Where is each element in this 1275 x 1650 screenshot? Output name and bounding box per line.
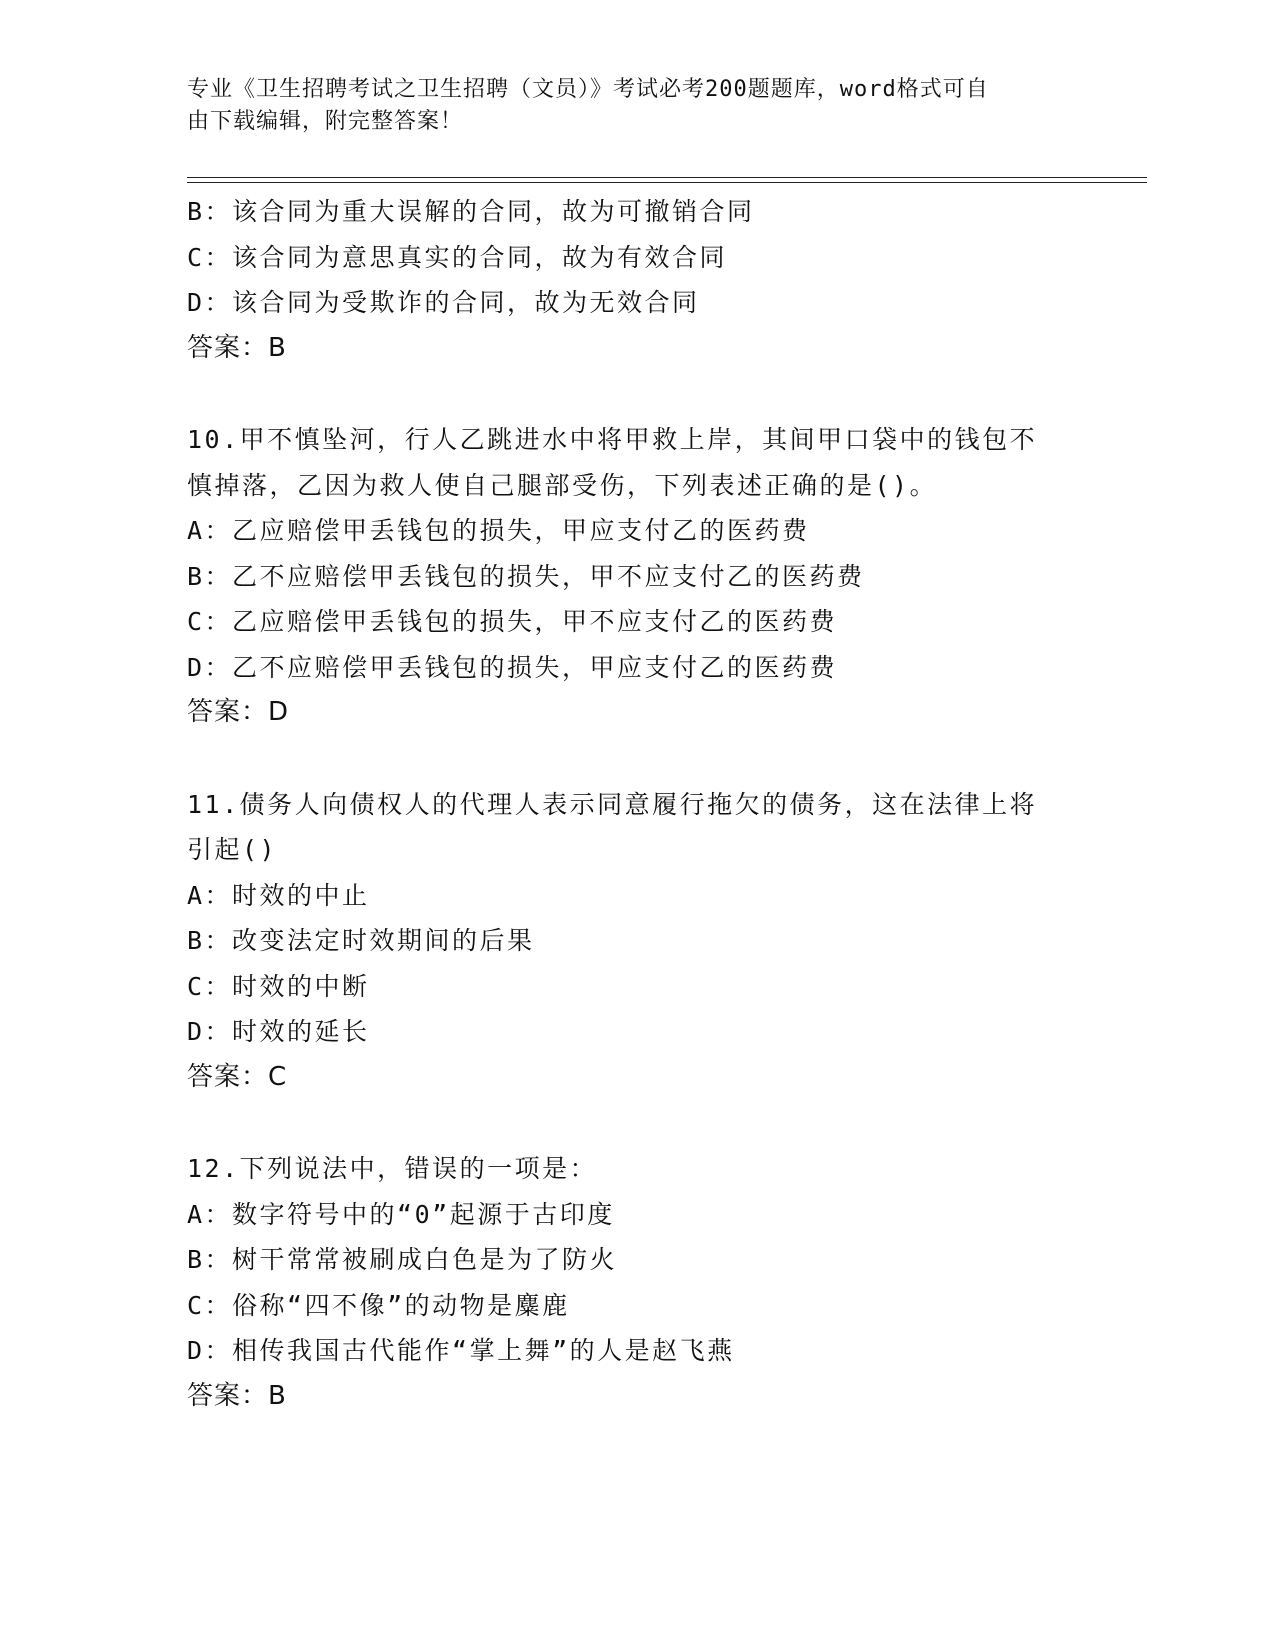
header-line-1: 专业《卫生招聘考试之卫生招聘（文员）》考试必考200题题库，word格式可自 (187, 77, 989, 102)
question-12 (187, 1146, 1087, 1419)
answer-line: 答案：B (187, 1380, 287, 1411)
question-9-continued (187, 189, 1087, 371)
question-11 (187, 782, 1087, 1101)
option-c: C：俗称“四不像”的动物是麋鹿 (187, 1290, 570, 1320)
option-d: D：时效的延长 (187, 1017, 370, 1046)
question-10 (187, 417, 1087, 736)
question-list (187, 189, 1087, 1419)
spacer (187, 371, 1087, 417)
question-stem: 10.甲不慎坠河，行人乙跳进水中将甲救上岸，其间甲口袋中的钱包不 (187, 425, 1038, 454)
option-a: A：乙应赔偿甲丢钱包的损失，甲应支付乙的医药费 (187, 516, 810, 545)
option-c: C：时效的中断 (187, 971, 370, 1001)
option-a: A：数字符号中的“0”起源于古印度 (187, 1199, 615, 1229)
header-divider (187, 177, 1147, 183)
question-stem-cont: 引起() (187, 835, 278, 864)
question-stem: 12.下列说法中，错误的一项是： (187, 1154, 598, 1183)
question-stem: 11.债务人向债权人的代理人表示同意履行拖欠的债务，这在法律上将 (187, 789, 1038, 819)
option-d: D：该合同为受欺诈的合同，故为无效合同 (187, 288, 700, 317)
question-stem-cont: 慎掉落，乙因为救人使自己腿部受伤，下列表述正确的是()。 (187, 470, 938, 500)
option-d: D：乙不应赔偿甲丢钱包的损失，甲应支付乙的医药费 (187, 652, 838, 682)
header-line-2: 由下载编辑，附完整答案！ (187, 109, 464, 134)
option-a: A：时效的中止 (187, 880, 370, 910)
option-b: B：树干常常被刷成白色是为了防火 (187, 1245, 618, 1274)
page-header (187, 74, 1067, 138)
option-b: B：改变法定时效期间的后果 (187, 926, 535, 955)
option-b: B：乙不应赔偿甲丢钱包的损失，甲不应支付乙的医药费 (187, 561, 865, 591)
option-c: C：该合同为意思真实的合同，故为有效合同 (187, 242, 728, 272)
option-c: C：乙应赔偿甲丢钱包的损失，甲不应支付乙的医药费 (187, 607, 838, 636)
answer-line: 答案：D (187, 697, 290, 727)
option-b: B：该合同为重大误解的合同，故为可撤销合同 (187, 197, 755, 226)
answer-line: 答案：B (187, 332, 287, 363)
spacer (187, 1100, 1087, 1146)
spacer (187, 736, 1087, 782)
answer-line: 答案：C (187, 1061, 288, 1092)
option-d: D：相传我国古代能作“掌上舞”的人是赵飞燕 (187, 1336, 735, 1365)
